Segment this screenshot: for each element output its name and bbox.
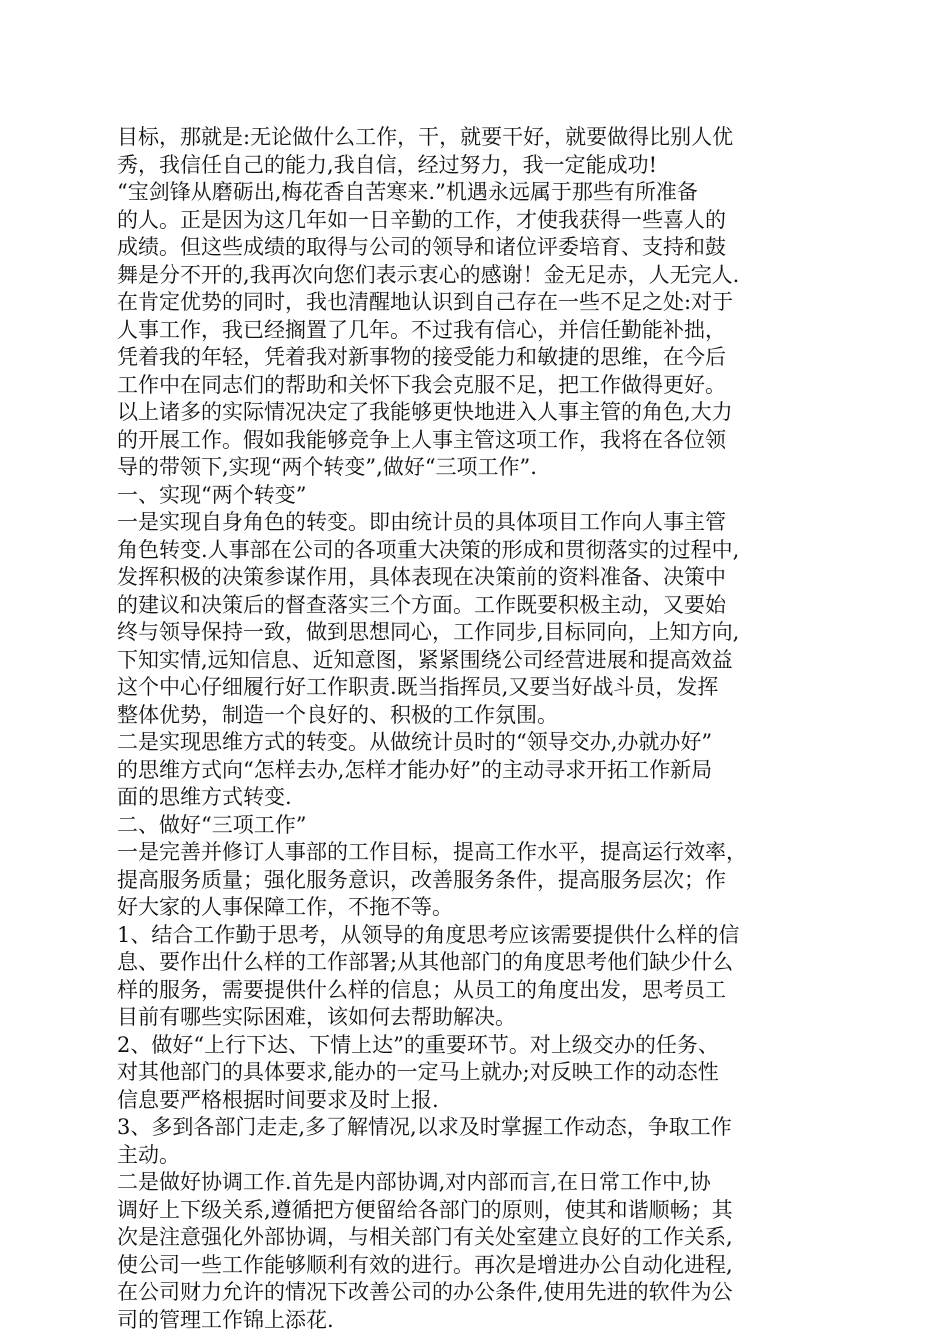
text-line: 样的服务，需要提供什么样的信息；从员工的角度出发，思考员工 bbox=[117, 977, 726, 1002]
text-line: 凭着我的年轻，凭着我对新事物的接受能力和敏捷的思维，在今后 bbox=[117, 345, 726, 369]
text-line: 人事工作，我已经搁置了几年。不过我有信心，并信任勤能补拙， bbox=[117, 317, 726, 342]
text-line: 的思维方式向“怎样去办,怎样才能办好”的主动寻求开拓工作新局 bbox=[117, 757, 713, 782]
text-line: 角色转变.人事部在公司的各项重大决策的形成和贯彻落实的过程中, bbox=[117, 537, 740, 562]
text-line: 2、做好“上行下达、下情上达”的重要环节。对上级交办的任务、 bbox=[117, 1032, 719, 1057]
text-line: 3、多到各部门走走,多了解情况,以求及时掌握工作动态，争取工作 bbox=[117, 1115, 732, 1139]
text-line: 发挥积极的决策参谋作用，具体表现在决策前的资料准备、决策中 bbox=[117, 565, 726, 589]
text-line: 对其他部门的具体要求,能办的一定马上就办;对反映工作的动态性 bbox=[117, 1060, 719, 1084]
text-line: 1、结合工作勤于思考，从领导的角度思考应该需要提供什么样的信 bbox=[117, 922, 740, 947]
text-line: 秀，我信任自己的能力,我自信，经过努力，我一定能成功! bbox=[117, 152, 658, 177]
text-line: 一是实现自身角色的转变。即由统计员的具体项目工作向人事主管 bbox=[117, 510, 726, 534]
text-line: 舞是分不开的,我再次向您们表示衷心的感谢！金无足赤，人无完人. bbox=[117, 262, 740, 287]
text-line: 二是实现思维方式的转变。从做统计员时的“领导交办,办就办好” bbox=[117, 730, 713, 754]
text-line: 信息要严格根据时间要求及时上报. bbox=[117, 1087, 439, 1112]
text-line: 司的管理工作锦上添花. bbox=[117, 1307, 334, 1332]
text-line: 目标，那就是:无论做什么工作，干，就要干好，就要做得比别人优 bbox=[117, 125, 734, 149]
text-line: 这个中心仔细履行好工作职责.既当指挥员,又要当好战斗员，发挥 bbox=[117, 675, 719, 699]
text-line: 一、实现“两个转变” bbox=[117, 482, 307, 507]
text-line: 主动。 bbox=[117, 1142, 180, 1167]
text-line: 二是做好协调工作.首先是内部协调,对内部而言,在日常工作中,协 bbox=[117, 1170, 711, 1194]
text-line: 下知实情,远知信息、近知意图，紧紧围绕公司经营进展和提高效益 bbox=[117, 647, 733, 672]
text-line: 以上诸多的实际情况决定了我能够更快地进入人事主管的角色,大力 bbox=[117, 400, 733, 424]
text-line: 在公司财力允许的情况下改善公司的办公条件,使用先进的软件为公 bbox=[117, 1280, 733, 1304]
text-line: 整体优势，制造一个良好的、积极的工作氛围。 bbox=[117, 702, 558, 727]
text-line: 工作中在同志们的帮助和关怀下我会克服不足，把工作做得更好。 bbox=[117, 372, 726, 397]
text-line: 成绩。但这些成绩的取得与公司的领导和诸位评委培育、支持和鼓 bbox=[117, 235, 726, 259]
text-line: 的开展工作。假如我能够竞争上人事主管这项工作，我将在各位领 bbox=[117, 427, 726, 452]
text-line: 在肯定优势的同时，我也清醒地认识到自己存在一些不足之处:对于 bbox=[117, 290, 734, 314]
document-body bbox=[117, 124, 817, 1334]
text-line: 的建议和决策后的督查落实三个方面。工作既要积极主动，又要始 bbox=[117, 592, 726, 617]
text-line: 面的思维方式转变. bbox=[117, 785, 292, 809]
text-line: 的人。正是因为这几年如一日辛勤的工作，才使我获得一些喜人的 bbox=[117, 207, 726, 232]
text-line: 次是注意强化外部协调，与相关部门有关处室建立良好的工作关系, bbox=[117, 1225, 733, 1249]
text-line: 一是完善并修订人事部的工作目标，提高工作水平，提高运行效率， bbox=[117, 840, 747, 864]
text-line: 二、做好“三项工作” bbox=[117, 812, 307, 837]
text-line: 目前有哪些实际困难，该如何去帮助解决。 bbox=[117, 1005, 516, 1029]
text-line: “宝剑锋从磨砺出,梅花香自苦寒来.”机遇永远属于那些有所准备 bbox=[117, 180, 698, 204]
text-line: 导的带领下,实现“两个转变”,做好“三项工作”. bbox=[117, 455, 537, 479]
text-line: 终与领导保持一致，做到思想同心，工作同步,目标同向，上知方向, bbox=[117, 620, 740, 644]
text-line: 提高服务质量；强化服务意识，改善服务条件，提高服务层次；作 bbox=[117, 867, 726, 892]
text-line: 息、要作出什么样的工作部署;从其他部门的角度思考他们缺少什么 bbox=[117, 950, 734, 974]
text-line: 使公司一些工作能够顺利有效的进行。再次是增进办公自动化进程, bbox=[117, 1252, 733, 1277]
text-line: 好大家的人事保障工作，不拖不等。 bbox=[117, 895, 453, 919]
text-line: 调好上下级关系,遵循把方便留给各部门的原则，使其和谐顺畅；其 bbox=[117, 1197, 733, 1222]
